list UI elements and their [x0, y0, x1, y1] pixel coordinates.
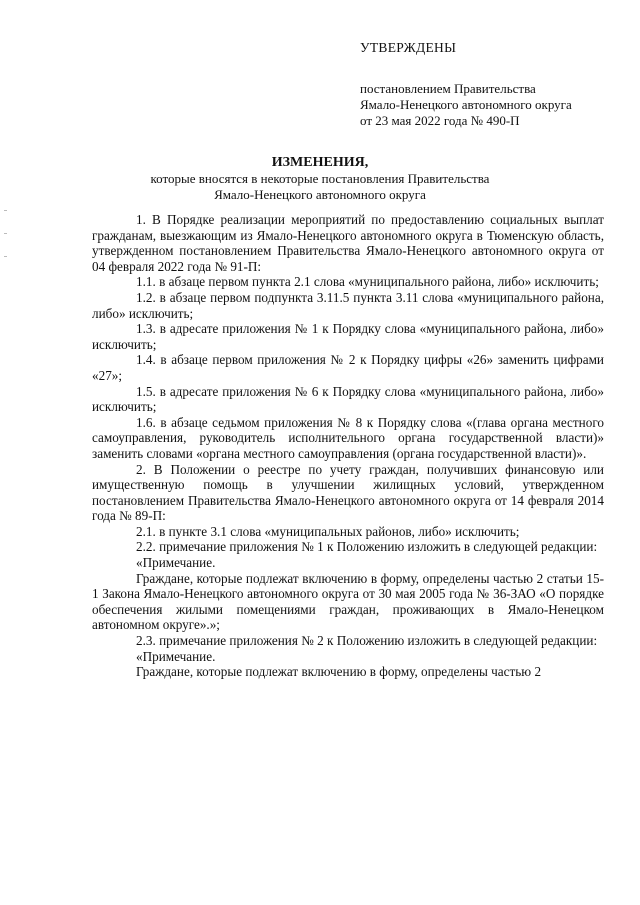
paragraph: 1.1. в абзаце первом пункта 2.1 слова «муниципального района, либо» исключить;	[136, 274, 599, 290]
scan-margin-marks	[4, 210, 14, 279]
document-heading	[90, 0, 550, 203]
document-body	[92, 212, 604, 680]
paragraph: «Примечание.	[136, 555, 216, 571]
paragraph: Граждане, которые подлежат включению в форму, определены частью 2 статьи 15-1 Закона Ямало-Ненецкого автономного округа от 30 мая 2005 года № 36-ЗАО «О порядке обеспечения жилыми помещениями граждан, проживающих в Ямало-Ненецком автономном округе».»;	[92, 570, 604, 633]
margin-mark	[4, 256, 7, 257]
paragraph: 2.1. в пункте 3.1 слова «муниципальных районов, либо» исключить;	[136, 523, 520, 539]
paragraph: 1.4. в абзаце первом приложения № 2 к Порядку цифры «26» заменить цифрами «27»;	[92, 352, 604, 383]
approval-title: УТВЕРЖДЕНЫ	[360, 40, 457, 55]
margin-mark	[4, 210, 7, 211]
document-title: ИЗМЕНЕНИЯ,	[271, 155, 369, 170]
paragraph: 1.3. в адресате приложения № 1 к Порядку слова «муниципального района, либо» исключить;	[92, 321, 604, 352]
paragraph: «Примечание.	[136, 648, 216, 664]
paragraph: 2. В Положении о реестре по учету граждан, получивших финансовую или имущественную помощь в улучшении жилищных условий, утвержденном постановлением Правительства Ямало-Ненецкого автономного округа от 14 февраля 2014 года № 89-П:	[92, 461, 604, 524]
paragraph: 1. В Порядке реализации мероприятий по предоставлению социальных выплат гражданам, выезжающим из Ямало-Ненецкого автономного округа в Тюменскую область, утвержденном постановлением Правительства Ямало-Ненецкого автономного округа от 04 февраля 2022 года № 91-П:	[92, 212, 604, 274]
paragraph: 1.2. в абзаце первом подпункта 3.11.5 пункта 3.11 слова «муниципального района, либо» исключить;	[92, 289, 604, 321]
paragraph: 2.3. примечание приложения № 2 к Положению изложить в следующей редакции:	[136, 633, 598, 649]
approval-line: постановлением Правительства	[360, 81, 536, 96]
document-subtitle: которые вносятся в некоторые постановления Правительства	[150, 171, 490, 186]
margin-mark	[4, 233, 7, 234]
paragraph: 1.5. в адресате приложения № 6 к Порядку слова «муниципального района, либо» исключить;	[92, 383, 604, 415]
paragraph: 1.6. в абзаце седьмом приложения № 8 к Порядку слова «(глава органа местного самоуправления, руководитель исполнительного органа государственной власти)» заменить словами «органа местного самоуправления (органа государственной власти)».	[92, 414, 604, 461]
approval-line: Ямало-Ненецкого автономного округа	[360, 97, 572, 112]
paragraph: 2.2. примечание приложения № 1 к Положению изложить в следующей редакции:	[136, 539, 598, 555]
paragraph: Граждане, которые подлежат включению в форму, определены частью 2	[136, 664, 542, 680]
document-subtitle: Ямало-Ненецкого автономного округа	[214, 187, 426, 202]
approval-line: от 23 мая 2022 года № 490-П	[360, 113, 520, 128]
